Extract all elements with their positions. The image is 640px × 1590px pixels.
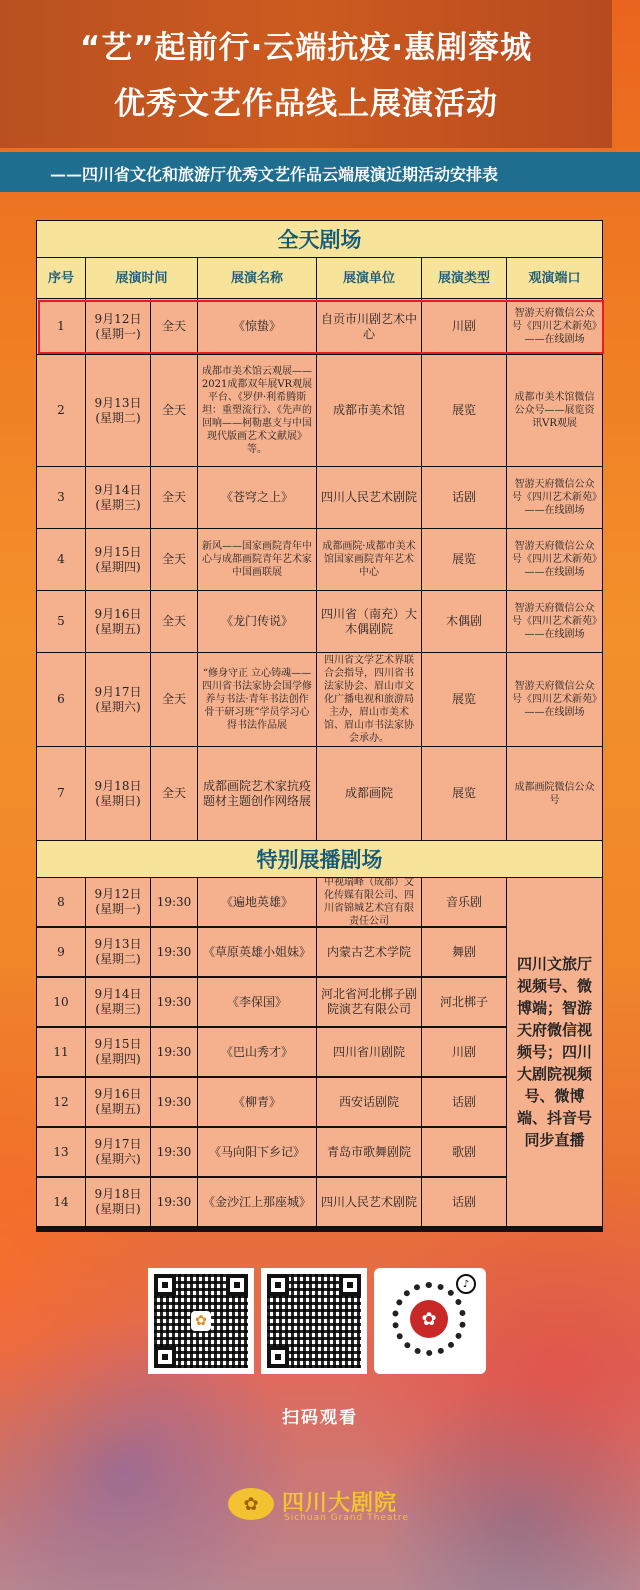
row-number: 14 xyxy=(37,1178,85,1226)
row-time: 全天 xyxy=(151,591,197,652)
row-time: 全天 xyxy=(151,355,197,466)
row-organizer: 四川省川剧院 xyxy=(317,1028,421,1076)
row-date: 9月12日 (星期一) xyxy=(86,878,150,926)
theatre-logo-icon: ✿ xyxy=(410,1300,448,1338)
row-type: 音乐剧 xyxy=(422,878,506,926)
theatre-logo-icon: ✿ xyxy=(228,1488,274,1520)
row-date: 9月14日 (星期三) xyxy=(86,978,150,1026)
row-type: 展览 xyxy=(422,355,506,466)
title-banner xyxy=(0,0,612,148)
row-date: 9月14日 (星期三) xyxy=(86,467,150,528)
row-number: 2 xyxy=(37,355,85,466)
row-type: 话剧 xyxy=(422,1178,506,1226)
subtitle-band xyxy=(0,152,640,192)
logo-name-en: Sichuan Grand Theatre xyxy=(284,1513,409,1523)
row-event-name: 《金沙江上那座城》 xyxy=(198,1178,316,1226)
col-header-type: 展演类型 xyxy=(422,258,506,298)
row-date: 9月13日 (星期二) xyxy=(86,355,150,466)
row-date: 9月16日 (星期五) xyxy=(86,1078,150,1126)
douyin-code[interactable] xyxy=(374,1268,486,1374)
row-time: 19:30 xyxy=(151,928,197,976)
row-number: 9 xyxy=(37,928,85,976)
qr-code-1[interactable] xyxy=(148,1268,254,1374)
subtitle: ——四川省文化和旅游厅优秀文艺作品云端展演近期活动安排表 xyxy=(50,165,499,184)
row-number: 3 xyxy=(37,467,85,528)
row-number: 4 xyxy=(37,529,85,590)
row-event-name: 《龙门传说》 xyxy=(198,591,316,652)
row-port: 智游天府微信公众号《四川艺术新苑》——在线剧场 xyxy=(507,591,602,652)
row-number: 5 xyxy=(37,591,85,652)
special-port: 四川文旅厅视频号、微博端；智游天府微信视频号；四川大剧院视频号、微博端、抖音号同步直播 xyxy=(507,878,602,1226)
row-event-name: 《惊蛰》 xyxy=(198,299,316,354)
row-number: 10 xyxy=(37,978,85,1026)
qr-code-icon xyxy=(154,1274,248,1368)
row-type: 川剧 xyxy=(422,299,506,354)
row-port: 智游天府微信公众号《四川艺术新苑》——在线剧场 xyxy=(507,467,602,528)
row-organizer: 中视瑞峰（成都）文化传媒有限公司、四川省锦城艺术宫有限责任公司 xyxy=(317,878,421,926)
row-organizer: 成都画院 xyxy=(317,747,421,840)
row-time: 全天 xyxy=(151,747,197,840)
row-organizer: 四川省（南充）大木偶剧院 xyxy=(317,591,421,652)
title-line-1: “艺”起前行·云端抗疫·惠剧蓉城 xyxy=(79,30,533,66)
row-number: 13 xyxy=(37,1128,85,1176)
col-header-name: 展演名称 xyxy=(198,258,316,298)
qr-code-2[interactable] xyxy=(261,1268,367,1374)
row-number: 7 xyxy=(37,747,85,840)
row-type: 川剧 xyxy=(422,1028,506,1076)
row-time: 19:30 xyxy=(151,1028,197,1076)
row-port: 智游天府微信公众号《四川艺术新苑》——在线剧场 xyxy=(507,653,602,746)
row-type: 展览 xyxy=(422,747,506,840)
row-time: 全天 xyxy=(151,467,197,528)
col-header-date: 展演时间 xyxy=(86,258,197,298)
douyin-note-icon: ♪ xyxy=(456,1274,476,1294)
row-organizer: 成都市美术馆 xyxy=(317,355,421,466)
col-header-no: 序号 xyxy=(37,258,85,298)
row-event-name: 新风——国家画院青年中心与成都画院青年艺术家中国画联展 xyxy=(198,529,316,590)
col-header-port: 观演端口 xyxy=(507,258,602,298)
row-event-name: 成都市美术馆云观展——2021成都双年展VR观展平台、《罗伊·利希腾斯坦：重塑流行》、《先声的回响——柯勒惠支与中国现代版画艺术文献展》等。 xyxy=(198,355,316,466)
row-number: 11 xyxy=(37,1028,85,1076)
row-number: 8 xyxy=(37,878,85,926)
logo-name-cn: 四川大剧院 xyxy=(282,1491,398,1516)
row-time: 19:30 xyxy=(151,1078,197,1126)
row-organizer: 四川人民艺术剧院 xyxy=(317,467,421,528)
row-time: 19:30 xyxy=(151,978,197,1026)
row-type: 展览 xyxy=(422,529,506,590)
row-port: 智游天府微信公众号《四川艺术新苑》——在线剧场 xyxy=(507,299,602,354)
row-event-name: 《柳青》 xyxy=(198,1078,316,1126)
row-event-name: “修身守正 立心铸魂——四川省书法家协会国学修养与书法·青年书法创作骨干研习班”学员学习心得书法作品展 xyxy=(198,653,316,746)
row-date: 9月12日 (星期一) xyxy=(86,299,150,354)
row-number: 6 xyxy=(37,653,85,746)
title-line-2: 优秀文艺作品线上展演活动 xyxy=(114,86,498,122)
row-time: 全天 xyxy=(151,653,197,746)
row-date: 9月17日 (星期六) xyxy=(86,653,150,746)
row-event-name: 成都画院艺术家抗疫题材主题创作网络展 xyxy=(198,747,316,840)
row-number: 1 xyxy=(37,299,85,354)
row-type: 河北梆子 xyxy=(422,978,506,1026)
row-date: 9月18日 (星期日) xyxy=(86,1178,150,1226)
theatre-mark-icon: ✿ xyxy=(191,1311,211,1331)
row-port: 智游天府微信公众号《四川艺术新苑》——在线剧场 xyxy=(507,529,602,590)
row-type: 歌剧 xyxy=(422,1128,506,1176)
row-time: 全天 xyxy=(151,529,197,590)
row-organizer: 四川省文学艺术界联合会指导，四川省书法家协会、眉山市文化广播电视和旅游局主办，眉山市美术馆、眉山市书法家协会承办。 xyxy=(317,653,421,746)
schedule-table xyxy=(36,220,603,1232)
scan-label: 扫码观看 xyxy=(282,1408,358,1428)
row-organizer: 内蒙古艺术学院 xyxy=(317,928,421,976)
row-number: 12 xyxy=(37,1078,85,1126)
row-organizer: 河北省河北梆子剧院演艺有限公司 xyxy=(317,978,421,1026)
row-date: 9月18日 (星期日) xyxy=(86,747,150,840)
col-header-unit: 展演单位 xyxy=(317,258,421,298)
row-event-name: 《巴山秀才》 xyxy=(198,1028,316,1076)
row-event-name: 《遍地英雄》 xyxy=(198,878,316,926)
row-date: 9月15日 (星期四) xyxy=(86,1028,150,1076)
qr-code-icon xyxy=(267,1274,361,1368)
row-type: 话剧 xyxy=(422,467,506,528)
row-organizer: 成都画院·成都市美术馆国家画院青年艺术中心 xyxy=(317,529,421,590)
row-date: 9月13日 (星期二) xyxy=(86,928,150,976)
row-event-name: 《李保国》 xyxy=(198,978,316,1026)
row-event-name: 《草原英雄小姐妹》 xyxy=(198,928,316,976)
row-date: 9月16日 (星期五) xyxy=(86,591,150,652)
row-organizer: 自贡市川剧艺术中心 xyxy=(317,299,421,354)
row-type: 展览 xyxy=(422,653,506,746)
row-type: 话剧 xyxy=(422,1078,506,1126)
section-header-all-day: 全天剧场 xyxy=(37,221,602,257)
row-port: 成都市美术馆微信公众号——展览资讯VR观展 xyxy=(507,355,602,466)
row-event-name: 《苍穹之上》 xyxy=(198,467,316,528)
row-type: 木偶剧 xyxy=(422,591,506,652)
row-organizer: 青岛市歌舞剧院 xyxy=(317,1128,421,1176)
row-event-name: 《马向阳下乡记》 xyxy=(198,1128,316,1176)
row-time: 19:30 xyxy=(151,878,197,926)
row-organizer: 西安话剧院 xyxy=(317,1078,421,1126)
row-time: 19:30 xyxy=(151,1178,197,1226)
row-organizer: 四川人民艺术剧院 xyxy=(317,1178,421,1226)
row-date: 9月17日 (星期六) xyxy=(86,1128,150,1176)
row-date: 9月15日 (星期四) xyxy=(86,529,150,590)
row-time: 19:30 xyxy=(151,1128,197,1176)
row-port: 成都画院微信公众号 xyxy=(507,747,602,840)
section-header-special: 特别展播剧场 xyxy=(37,841,602,877)
row-type: 舞剧 xyxy=(422,928,506,976)
row-time: 全天 xyxy=(151,299,197,354)
